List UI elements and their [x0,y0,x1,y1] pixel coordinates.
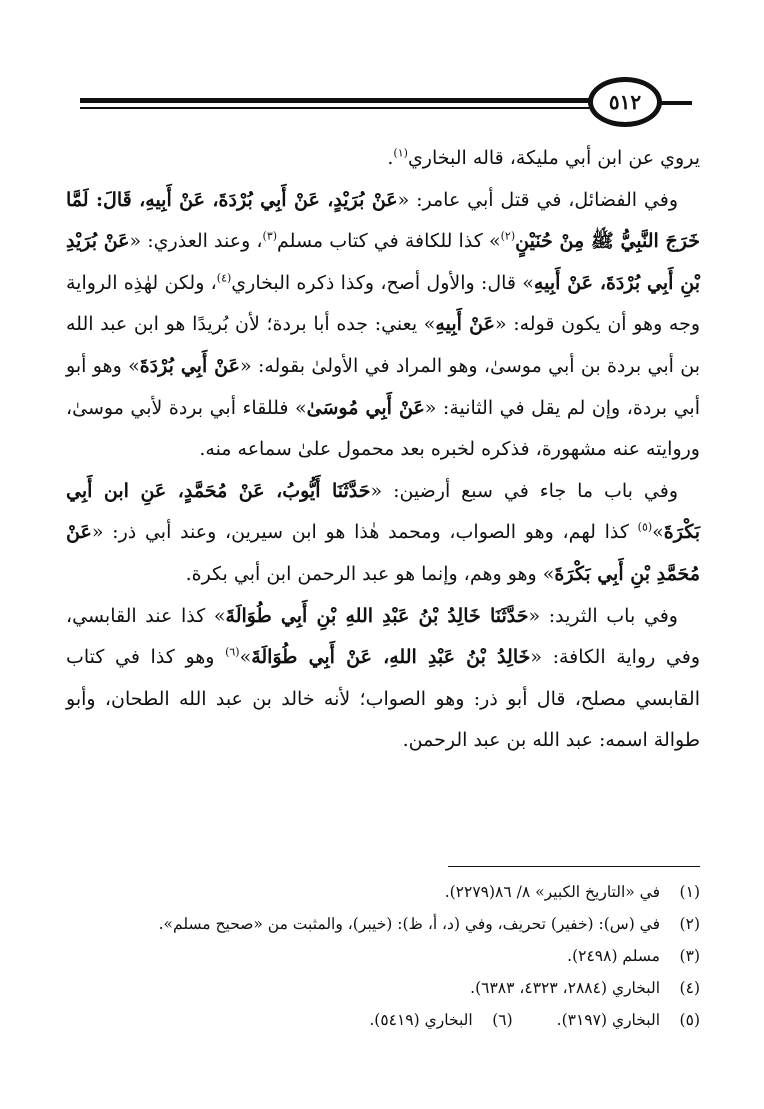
footnote-ref[interactable]: (٢) [500,229,516,243]
footnote-number: (٢) [679,915,700,933]
page-header [80,74,690,134]
hadith-text: حَدَّثَنَا أَيُّوبُ، عَنْ مُحَمَّدٍ، عَنِ ابن أَبِي بَكْرَةَ [66,479,700,544]
footnote-number: (١) [679,883,700,901]
hadith-text: حَدَّثَنَا خَالِدُ بْنُ عَبْدِ اللهِ بْنِ أَبِي طُوَالَةَ [225,604,529,627]
footnotes [66,876,700,1036]
paragraph-1: يروي عن ابن أبي مليكة، قاله البخاري$^{(١)}$. [387,146,700,169]
page-number: ٥١٢ [608,90,642,114]
footnote-ref[interactable]: (١) [393,146,408,160]
footnote-number: (٤) [679,979,700,997]
hadith-text: عَنْ بُرَيْدٍ، عَنْ أَبِي بُرْدَةَ، عَنْ أَبِيهِ، قَالَ: لَمَّا خَرَجَ النَّبِيُّ ﷺ مِنْ حُنَيْنٍ [66,188,701,253]
header-rule-thick [80,98,590,103]
paragraph-4: وفي باب الثريد: «حَدَّثَنَا خَالِدُ بْنُ عَبْدِ اللهِ بْنِ أَبِي طُوَالَةَ» كذا عند القابسي، وفي رواية الكافة: «خَالِدُ بْنُ عَبْدِ اللهِ، عَنْ أَبِي طُوَالَةَ»$^{(٦)}$ وهو كذا في كتاب القابسي مصلح، قال أبو ذر: وهو الصواب؛ لأنه خالد بن عبد الله الطحان، وأبو طوالة اسمه: عبد الله بن عبد الرحمن. [66,604,700,752]
footnote-text: مسلم (٢٤٩٨). [567,947,660,965]
footnote-text: البخاري (٥٤١٩). [369,1011,473,1029]
footnote-number: (٦) [492,1011,513,1029]
footnote-text: في (س): (خفير) تحريف، وفي (د، أ، ظ): (خيبر)، والمثبت من «صحيح مسلم». [158,915,660,933]
hadith-text: عَنْ بُرَيْدِ بْنِ أَبِي بُرْدَةَ، عَنْ أَبِيهِ [66,230,700,294]
hadith-text: عَنْ أَبِيهِ [435,313,495,336]
footnote-item [66,908,700,940]
footnote-row [66,1004,700,1036]
footnote-ref[interactable]: (٤) [216,271,232,285]
footnote-text: البخاري (٢٨٨٤، ٤٣٢٣، ٦٣٨٣). [470,979,660,997]
hadith-text: خَالِدُ بْنُ عَبْدِ اللهِ، عَنْ أَبِي طُوَالَةَ [251,646,531,669]
paragraph-3: وفي باب ما جاء في سبع أرضين: «حَدَّثَنَا أَيُّوبُ، عَنْ مُحَمَّدٍ، عَنِ ابن أَبِي بَكْرَةَ»$^{(٥)}$ كذا لهم، وهو الصواب، ومحمد هٰذا هو ابن سيرين، وعند أبي ذر: «عَنْ مُحَمَّدِ بْنِ أَبِي بَكْرَةَ» وهو وهم، وإنما هو عبد الرحمن ابن أبي بكرة. [66,479,700,585]
hadith-text: عَنْ أَبِي بُرْدَةَ [139,354,240,377]
footnote-number: (٥) [679,1011,700,1029]
footnote-separator [448,866,700,867]
footnote-ref[interactable]: (٣) [262,229,278,243]
footnote-number: (٣) [679,947,700,965]
footnote-ref[interactable]: (٦) [225,645,240,659]
header-rule-thin [80,107,590,109]
footnote-text: البخاري (٣١٩٧). [556,1011,660,1029]
page-number-badge [588,77,662,127]
footnote-item [557,1004,700,1036]
paragraph-2: وفي الفضائل، في قتل أبي عامر: «عَنْ بُرَيْدٍ، عَنْ أَبِي بُرْدَةَ، عَنْ أَبِيهِ، قَالَ: لَمَّا خَرَجَ النَّبِيُّ ﷺ مِنْ حُنَيْنٍ$^{(٢)}$» كذا للكافة في كتاب مسلم$^{(٣)}$، وعند العذري: «عَنْ بُرَيْدِ بْنِ أَبِي بُرْدَةَ، عَنْ أَبِيهِ» قال: والأول أصح، وكذا ذكره البخاري$^{(٤)}$، ولكن لهٰذِه الرواية وجه وهو أن يكون قوله: «عَنْ أَبِيهِ» يعني: جده أبا بردة؛ لأن بُريدًا هو ابن عبد الله بن أبي بردة بن أبي موسىٰ، وهو المراد في الأولىٰ بقوله: «عَنْ أَبِي بُرْدَةَ» وهو أبو أبي بردة، وإن لم يقل في الثانية: «عَنْ أَبِي مُوسَىٰ» فللقاء أبي بردة لأبي موسىٰ، وروايته عنه مشهورة، فذكره لخبره بعد محمول علىٰ سماعه منه. [66,188,701,461]
footnote-item [369,1004,512,1036]
footnote-item [66,972,700,1004]
hadith-text: عَنْ مُحَمَّدِ بْنِ أَبِي بَكْرَةَ [66,521,700,585]
header-rule-right [660,101,692,105]
main-text [66,138,700,762]
footnote-item [66,940,700,972]
footnote-item [66,876,700,908]
footnote-text: في «التاريخ الكبير» ٨/ ٨٦(٢٢٧٩). [444,883,660,901]
footnote-ref[interactable]: (٥) [637,521,653,535]
hadith-text: عَنْ أَبِي مُوسَىٰ [306,396,425,419]
